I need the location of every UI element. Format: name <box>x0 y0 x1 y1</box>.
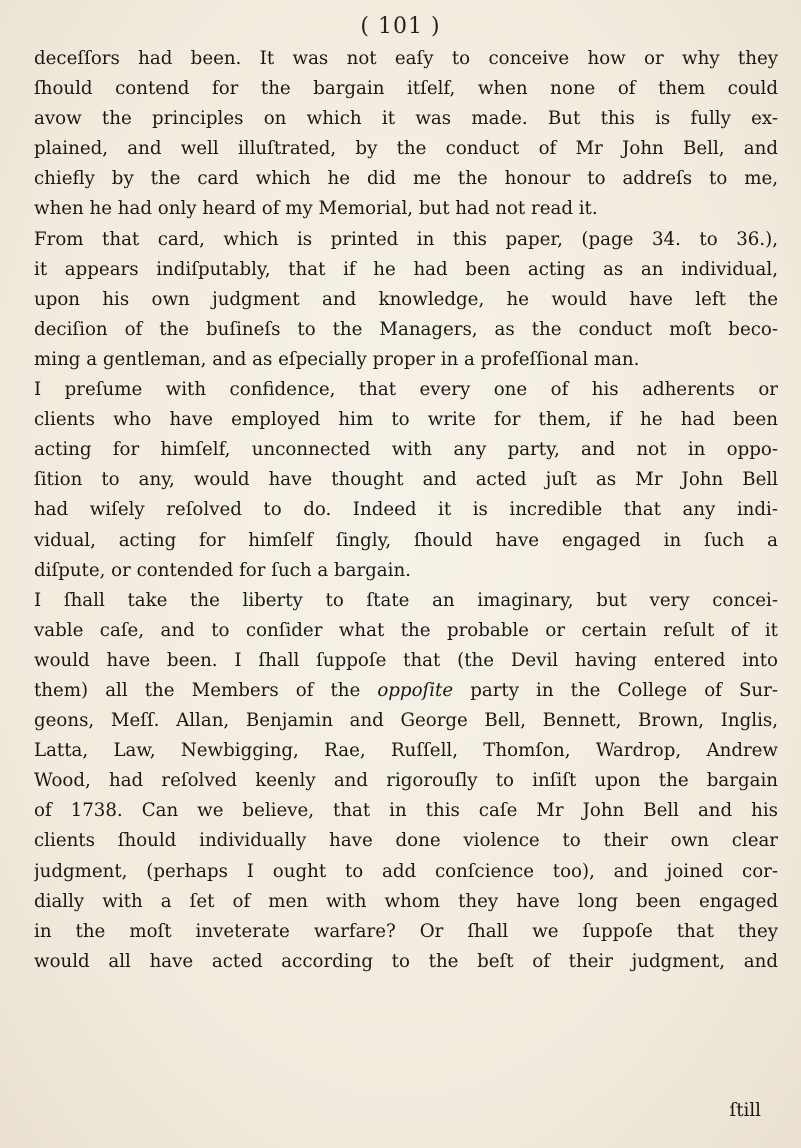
text-line: Latta, Law, Newbigging, Rae, Ruſſell, Thomſon, Wardrop, Andrew <box>34 740 778 762</box>
text-line: avow the principles on which it was made. But this is fully ex- <box>34 108 778 130</box>
text-line: plained, and well illuſtrated, by the conduct of Mr John Bell, and <box>34 138 778 160</box>
text-line: upon his own judgment and knowledge, he would have left the <box>34 288 778 310</box>
text-line: geons, Meſſ. Allan, Benjamin and George Bell, Bennett, Brown, Inglis, <box>34 710 778 732</box>
body-text <box>34 44 778 977</box>
text-line: would have been. I ſhall ſuppoſe that (the Devil having entered into <box>34 649 778 671</box>
catchword: ſtill <box>729 1100 761 1121</box>
text-line-part: them) all the Members of the oppoſite party in the College of Sur- <box>34 679 778 701</box>
text-line: in the moſt inveterate warfare? Or ſhall we ſuppoſe that they <box>34 920 778 942</box>
text-line: dially with a ſet of men with whom they have long been engaged <box>34 890 778 912</box>
text-line: From that card, which is printed in this paper, (page 34. to 36.), <box>34 228 778 250</box>
text-line: had wiſely reſolved to do. Indeed it is incredible that any indi- <box>34 499 778 521</box>
text-line: chiefly by the card which he did me the honour to addreſs to me, <box>34 168 778 190</box>
text-line: deciſion of the buſineſs to the Managers, as the conduct moſt beco- <box>34 318 778 340</box>
text-line: would all have acted according to the beſt of their judgment, and <box>34 950 778 972</box>
italic-word: oppoſite <box>377 679 454 701</box>
text-line: clients who have employed him to write for them, if he had been <box>34 409 778 431</box>
text-line: ſhould contend for the bargain itſelf, when none of them could <box>34 78 778 100</box>
text-line: it appears indiſputably, that if he had been acting as an individual, <box>34 258 778 280</box>
text-line: Wood, had reſolved keenly and rigorouſly to inſiſt upon the bargain <box>34 770 778 792</box>
text-line: vable caſe, and to conſider what the probable or certain reſult of it <box>34 619 778 641</box>
text-line: judgment, (perhaps I ought to add conſcience too), and joined cor- <box>34 860 778 882</box>
text-line: acting for himſelf, unconnected with any party, and not in oppo- <box>34 439 778 461</box>
text-line: when he had only heard of my Memorial, but had not read it. <box>34 198 598 220</box>
text-line: I ſhall take the liberty to ſtate an imaginary, but very concei- <box>34 589 778 611</box>
text-line: ſition to any, would have thought and acted juſt as Mr John Bell <box>34 469 778 491</box>
text-line: ming a gentleman, and as eſpecially proper in a profeſſional man. <box>34 348 640 370</box>
text-line: diſpute, or contended for ſuch a bargain. <box>34 559 411 581</box>
text-line: clients ſhould individually have done violence to their own clear <box>34 830 778 852</box>
text-line: I preſume with confidence, that every one of his adherents or <box>34 379 778 401</box>
text-line: vidual, acting for himſelf ſingly, ſhould have engaged in ſuch a <box>34 529 778 551</box>
text-line: deceſſors had been. It was not eaſy to conceive how or why they <box>34 48 778 69</box>
page-number-header: ( 101 ) <box>360 14 441 39</box>
text-line: of 1738. Can we believe, that in this caſe Mr John Bell and his <box>34 800 778 822</box>
text-line-oppofite <box>34 676 778 706</box>
